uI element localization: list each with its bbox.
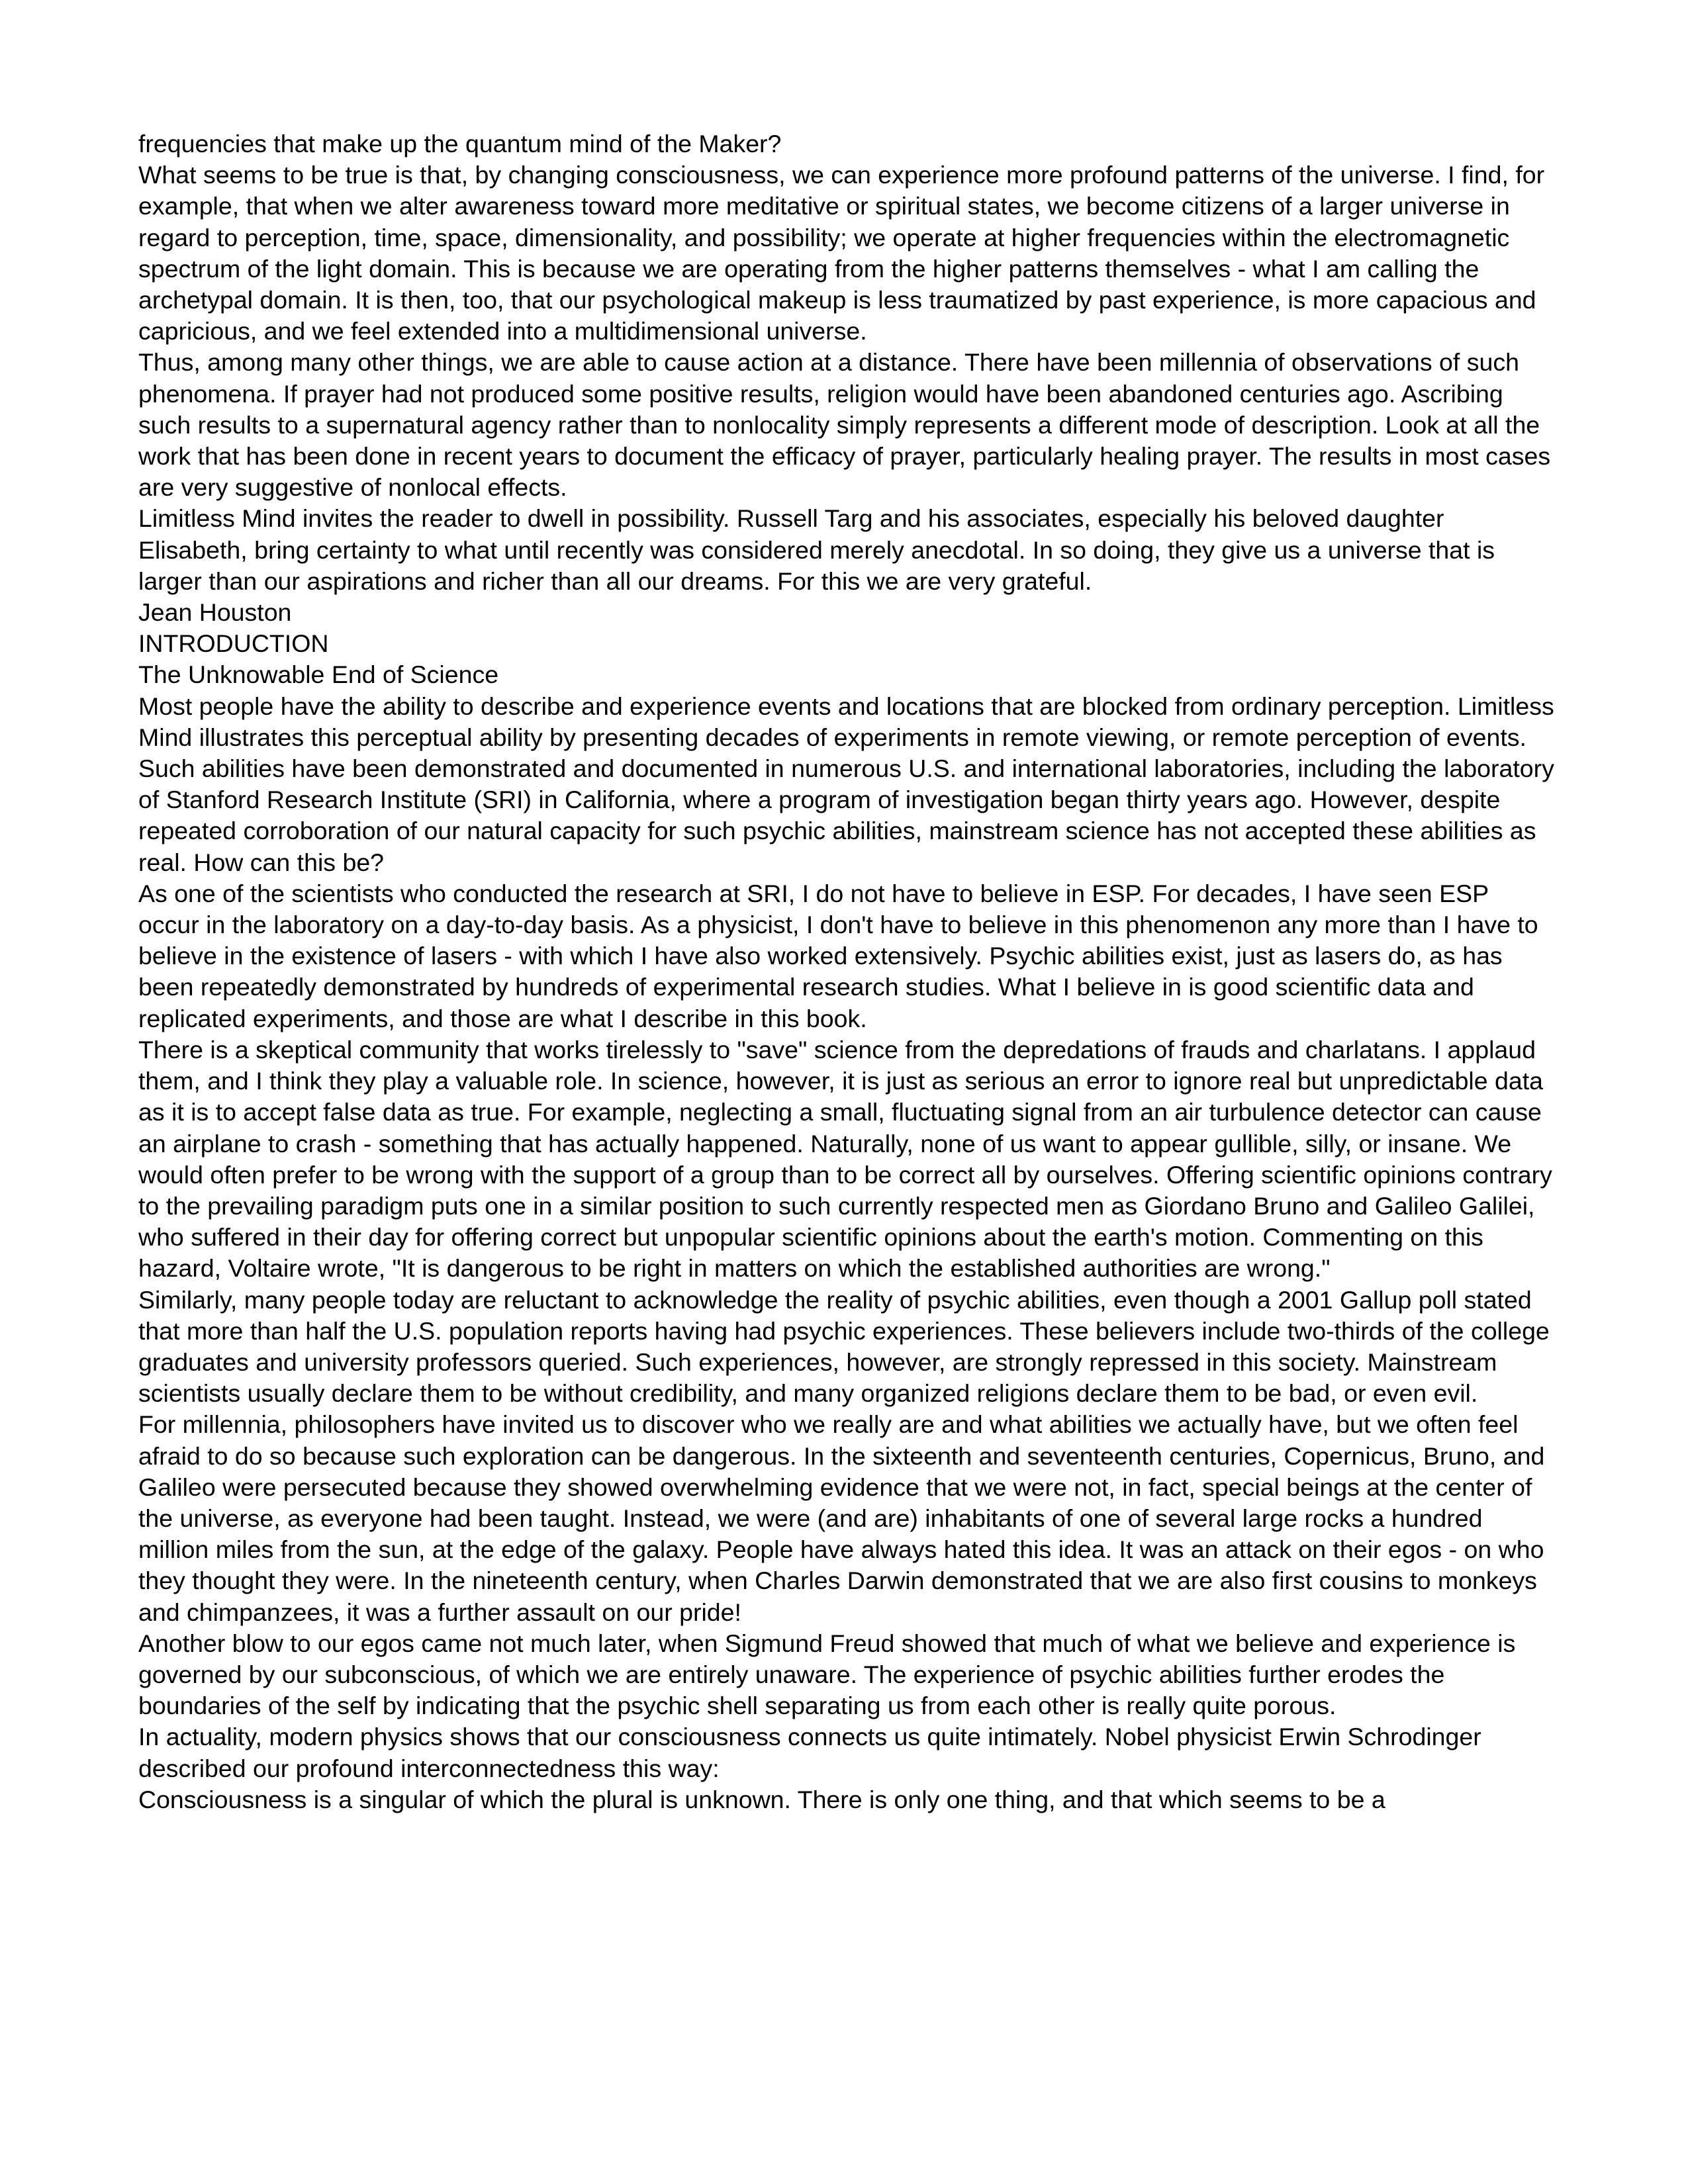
paragraph-philosophers: For millennia, philosophers have invited us to discover who we really are and what abilities we actually have, but we often feel afraid to do so because such exploration can be dangerous. In the sixteenth and seventeenth centuries, Copernicus, Bruno, and Galileo were persecuted because they showed overwhelming evidence that we were not, in fact, special beings at the center of the universe, as everyone had been taught. Instead, we were (and are) inhabitants of one of several large rocks a hundred million miles from the sun, at the edge of the galaxy. People have always hated this idea. It was an attack on their egos - on who they thought they were. In the nineteenth century, when Charles Darwin demonstrated that we are also first cousins to monkeys and chimpanzees, it was a further assault on our pride!	[138, 1410, 1545, 1626]
paragraph-remote-viewing: Most people have the ability to describe and experience events and locations that are blocked from ordinary perception. Limitless Mind illustrates this perceptual ability by presenting decades of experiments in remote viewing, or remote perception of events. Such abilities have been demonstrated and documented in numerous U.S. and international laboratories, including the laboratory of Stanford Research Institute (SRI) in California, where a program of investigation began thirty years ago. However, despite repeated corroboration of our natural capacity for such psychic abilities, mainstream science has not accepted these abilities as real. How can this be?	[138, 692, 1554, 876]
paragraph-quantum-mind: frequencies that make up the quantum mind of the Maker?	[138, 130, 782, 158]
paragraph-skeptical-community: There is a skeptical community that works tirelessly to "save" science from the depredations of frauds and charlatans. I applaud them, and I think they play a valuable role. In science, however, it is just as serious an error to ignore real but unpredictable data as it is to accept false data as true. For example, neglecting a small, fluctuating signal from an air turbulence detector can cause an airplane to crash - something that has actually happened. Naturally, none of us want to appear gullible, silly, or insane. We would often prefer to be wrong with the support of a group than to be correct all by ourselves. Offering scientific opinions contrary to the prevailing paradigm puts one in a similar position to such currently respected men as Giordano Bruno and Galileo Galilei, who suffered in their day for offering correct but unpopular scientific opinions about the earth's motion. Commenting on this hazard, Voltaire wrote, "It is dangerous to be right in matters on which the established authorities are wrong."	[138, 1035, 1552, 1283]
paragraph-limitless-mind-invitation: Limitless Mind invites the reader to dwell in possibility. Russell Targ and his associates, especially his beloved daughter Elisabeth, bring certainty to what until recently was considered merely anecdotal. In so doing, they give us a universe that is larger than our aspirations and richer than all our dreams. For this we are very grateful.	[138, 504, 1495, 595]
paragraph-modern-physics: In actuality, modern physics shows that our consciousness connects us quite intimately. Nobel physicist Erwin Schrodinger described our profound interconnectedness this way:	[138, 1723, 1481, 1782]
paragraph-freud: Another blow to our egos came not much later, when Sigmund Freud showed that much of what we believe and experience is governed by our subconscious, of which we are entirely unaware. The experience of psychic abilities further erodes the boundaries of the self by indicating that the psychic shell separating us from each other is really quite porous.	[138, 1629, 1516, 1720]
paragraph-sri-research: As one of the scientists who conducted the research at SRI, I do not have to believe in ESP. For decades, I have seen ESP occur in the laboratory on a day-to-day basis. As a physicist, I don't have to believe in this phenomenon any more than I have to believe in the existence of lasers - with which I have also worked extensively. Psychic abilities exist, just as lasers do, as has been repeatedly demonstrated by hundreds of experimental research studies. What I believe in is good scientific data and replicated experiments, and those are what I describe in this book.	[138, 879, 1538, 1032]
section-heading: INTRODUCTION	[138, 629, 329, 658]
paragraph-schrodinger-quote: Consciousness is a singular of which the plural is unknown. There is only one thing, and that which seems to be a	[138, 1785, 1385, 1813]
body-text	[138, 128, 1555, 1815]
author-signature: Jean Houston	[138, 598, 292, 627]
paragraph-action-at-distance: Thus, among many other things, we are able to cause action at a distance. There have been millennia of observations of such phenomena. If prayer had not produced some positive results, religion would have been abandoned centuries ago. Ascribing such results to a supernatural agency rather than to nonlocality simply represents a different mode of description. Look at all the work that has been done in recent years to document the efficacy of prayer, particularly healing prayer. The results in most cases are very suggestive of nonlocal effects.	[138, 348, 1551, 502]
paragraph-gallup-poll: Similarly, many people today are reluctant to acknowledge the reality of psychic abilities, even though a 2001 Gallup poll stated that more than half the U.S. population reports having had psychic experiences. These believers include two-thirds of the college graduates and university professors queried. Such experiences, however, are strongly repressed in this society. Mainstream scientists usually declare them to be without credibility, and many organized religions declare them to be bad, or even evil.	[138, 1285, 1550, 1408]
section-subtitle: The Unknowable End of Science	[138, 660, 499, 689]
paragraph-changing-consciousness: What seems to be true is that, by changing consciousness, we can experience more profound patterns of the universe. I find, for example, that when we alter awareness toward more meditative or spiritual states, we become citizens of a larger universe in regard to perception, time, space, dimensionality, and possibility; we operate at higher frequencies within the electromagnetic spectrum of the light domain. This is because we are operating from the higher patterns themselves - what I am calling the archetypal domain. It is then, too, that our psychological makeup is less traumatized by past experience, is more capacious and capricious, and we feel extended into a multidimensional universe.	[138, 161, 1545, 345]
